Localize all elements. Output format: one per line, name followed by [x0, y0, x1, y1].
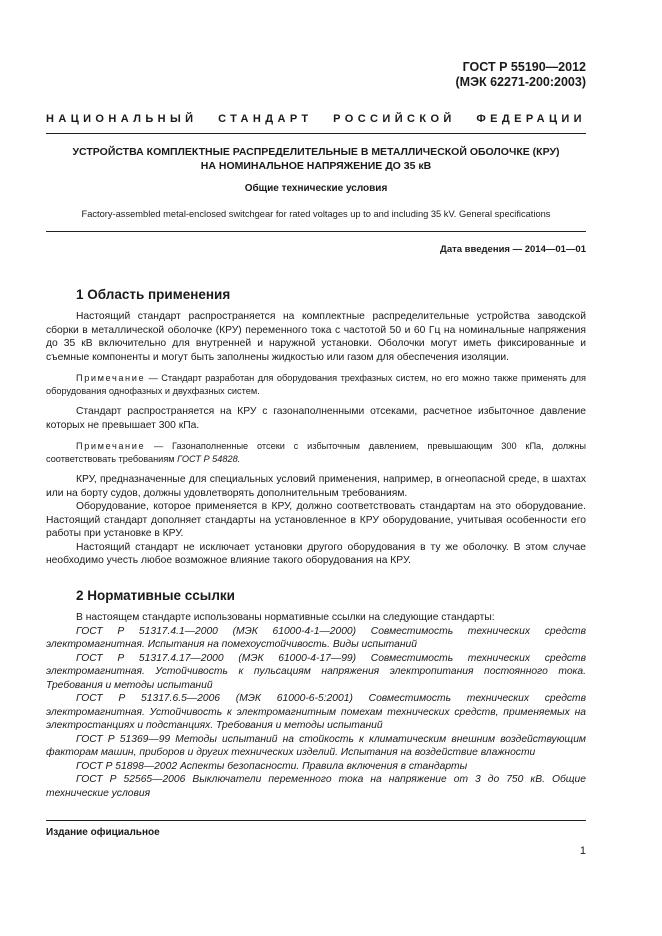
- section-1-heading: 1 Область применения: [76, 287, 231, 302]
- iec-number: (МЭК 62271-200:2003): [455, 75, 586, 89]
- standard-number: [456, 60, 586, 90]
- official-edition: Издание официальное: [46, 827, 160, 838]
- national-standard-banner: НАЦИОНАЛЬНЫЙ СТАНДАРТ РОССИЙСКОЙ ФЕДЕРАЦИИ: [46, 113, 586, 125]
- note: [46, 372, 586, 397]
- title-line-2: НА НОМИНАЛЬНОЕ НАПРЯЖЕНИЕ ДО 35 кВ: [200, 160, 432, 172]
- paragraph: КРУ, предназначенные для специальных условий применения, например, в огнеопасной среде, в шахтах или на борту судов, должны удовлетворять дополнительным требованиям.: [46, 474, 586, 499]
- page-number: 1: [579, 845, 586, 857]
- reference-item: ГОСТ Р 51317.4.1—2000 (МЭК 61000-4-1—2000) Совместимость технических средств электромагнитная. Испытания на помехоустойчивость. Виды испытаний: [46, 625, 586, 650]
- reference-item: ГОСТ Р 51317.4.17—2000 (МЭК 61000-4-17—99) Совместимость технических средств электромагнитная. Устойчивость к пульсациям напряжения электропитания постоянного тока. Требования и методы испытаний: [46, 652, 586, 691]
- footer-rule: [46, 820, 586, 821]
- note-label: Примечание: [76, 441, 146, 452]
- section-1-body: [46, 310, 586, 568]
- section-2-body: [46, 611, 586, 800]
- title-rule: [46, 231, 586, 232]
- paragraph: Стандарт распространяется на КРУ с газонаполненными отсеками, расчетное избыточное давление которых не превышает 300 кПа.: [46, 406, 586, 431]
- note-reference: ГОСТ Р 54828.: [177, 453, 241, 464]
- note-label: Примечание: [76, 373, 146, 383]
- reference-item: ГОСТ Р 51898—2002 Аспекты безопасности. Правила включения в стандарты: [76, 760, 468, 772]
- reference-item: ГОСТ Р 51369—99 Методы испытаний на стойкость к климатическим внешним воздействующим факторам машин, приборов и других технических изделий. Испытания на воздействие влажности: [46, 733, 586, 758]
- note: [46, 440, 586, 465]
- document-subtitle: Общие технические условия: [244, 183, 388, 194]
- paragraph: Настоящий стандарт не исключает установки другого оборудования в ту же оболочку. В этом случае необходимо учесть любое возможное влияние такого оборудования на КРУ.: [46, 541, 586, 567]
- paragraph: В настоящем стандарте использованы нормативные ссылки на следующие стандарты:: [76, 612, 495, 623]
- gost-number: ГОСТ Р 55190—2012: [462, 60, 586, 74]
- reference-item: ГОСТ Р 52565—2006 Выключатели переменного тока на напряжение от 3 до 750 кВ. Общие технические условия: [46, 774, 586, 799]
- english-title: Factory-assembled metal-enclosed switchgear for rated voltages up to and including 35 kV. General specifications: [81, 209, 551, 219]
- note-text: — Газонаполненные отсеки с избыточным давлением, превышающим 300 кПа, должны соответствовать требованиям: [46, 441, 586, 464]
- note-text: — Стандарт разработан для оборудования трехфазных систем, но его можно также применять для оборудования однофазных и двухфазных систем.: [46, 373, 586, 396]
- paragraph: Настоящий стандарт распространяется на комплектные распределительные устройства заводской сборки в металлической оболочке (КРУ) переменного тока с частотой 50 и 60 Гц на номинальные напряжения до 35 кВ включительно для внутренней и наружной установки. Оболочки могут иметь фиксированные и съемные компоненты и могут быть заполнены жидкостью или газом для обеспечения изоляции.: [46, 311, 586, 363]
- introduction-date: Дата введения — 2014—01—01: [440, 244, 586, 255]
- document-title: [46, 145, 586, 173]
- paragraph: Оборудование, которое применяется в КРУ, должно соответствовать стандартам на это оборудование. Настоящий стандарт дополняет стандарты на установленное в КРУ оборудование, учитывая особенности его работы при установке в КРУ.: [46, 501, 586, 540]
- header-rule: [46, 133, 586, 134]
- section-2-heading: 2 Нормативные ссылки: [76, 588, 235, 603]
- title-line-1: УСТРОЙСТВА КОМПЛЕКТНЫЕ РАСПРЕДЕЛИТЕЛЬНЫЕ В МЕТАЛЛИЧЕСКОЙ ОБОЛОЧКЕ (КРУ): [72, 146, 560, 158]
- reference-item: ГОСТ Р 51317.6.5—2006 (МЭК 61000-6-5:2001) Совместимость технических средств электромагнитная. Устойчивость к электромагнитным помехам технических средств, применяемых на электростанциях и подстанциях. Требования и методы испытаний: [46, 693, 586, 731]
